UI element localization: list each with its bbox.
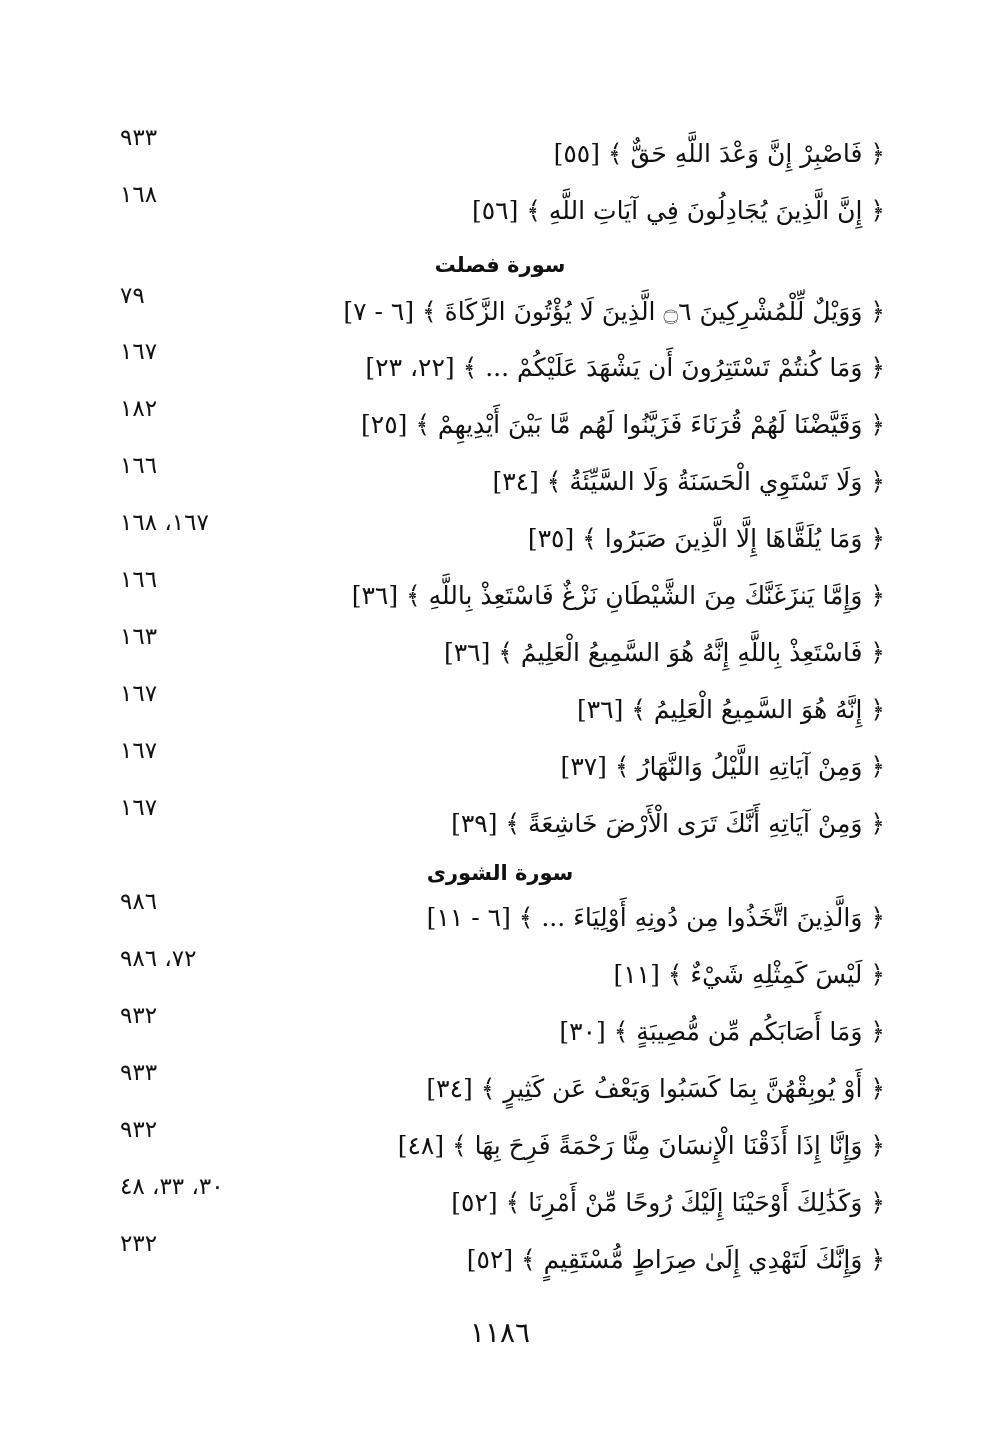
verse-text: ﴿ أَوْ يُوبِقْهُنَّ بِمَا كَسَبُوا وَيَعْفُ عَن كَثِيرٍ ﴾ [٣٤] bbox=[426, 1074, 885, 1103]
page-references: ١٨٢ bbox=[120, 396, 158, 422]
page-number: ١١٨٦ bbox=[469, 1316, 531, 1349]
page-references: ١٦٨ bbox=[120, 182, 158, 208]
surah-heading: سورة الشورى bbox=[426, 861, 574, 885]
page-references: ٩٣٣ bbox=[120, 1060, 158, 1086]
verse-text: ﴿ وَكَذَٰلِكَ أَوْحَيْنَا إِلَيْكَ رُوحًا مِّنْ أَمْرِنَا ﴾ [٥٢] bbox=[451, 1188, 885, 1217]
verse-text: ﴿ لَيْسَ كَمِثْلِهِ شَيْءٌ ﴾ [١١] bbox=[613, 960, 885, 989]
index-entry bbox=[100, 1060, 900, 1111]
page-references: ٢٣٢ bbox=[120, 1231, 158, 1257]
index-entry bbox=[100, 624, 900, 675]
page-references: ١٦٧، ١٦٨ bbox=[120, 510, 209, 536]
index-entry bbox=[100, 339, 900, 390]
page-references: ٩٣٢ bbox=[120, 1003, 158, 1029]
verse-text: ﴿ وَمَا يُلَقَّاهَا إِلَّا الَّذِينَ صَبَرُوا ﴾ [٣٥] bbox=[527, 524, 885, 553]
index-entry bbox=[100, 1231, 900, 1282]
page-references: ٩٨٦ bbox=[120, 889, 158, 915]
page-references: ٧٩ bbox=[120, 283, 145, 309]
index-entry bbox=[100, 738, 900, 789]
index-entry bbox=[100, 510, 900, 561]
index-entry bbox=[100, 125, 900, 176]
verse-text: ﴿ وَلَا تَسْتَوِي الْحَسَنَةُ وَلَا السَّيِّئَةُ ﴾ [٣٤] bbox=[492, 467, 885, 496]
page-references: ٣٠، ٣٣، ٤٨ bbox=[120, 1174, 224, 1200]
page-references: ١٦٦ bbox=[120, 567, 158, 593]
page-references: ١٦٧ bbox=[120, 738, 158, 764]
index-entry bbox=[100, 681, 900, 732]
index-entry bbox=[100, 283, 900, 334]
surah-heading: سورة فصلت bbox=[434, 253, 566, 277]
page-references: ٧٢، ٩٨٦ bbox=[120, 946, 197, 972]
verse-text: ﴿ وَمَا كُنتُمْ تَسْتَتِرُونَ أَن يَشْهَدَ عَلَيْكُمْ ... ﴾ [٢٢، ٢٣] bbox=[365, 353, 885, 382]
verse-text: ﴿ وَمَا أَصَابَكُم مِّن مُّصِيبَةٍ ﴾ [٣٠] bbox=[559, 1017, 885, 1046]
verse-text: ﴿ وَمِنْ آيَاتِهِ اللَّيْلُ وَالنَّهَارُ ﴾ [٣٧] bbox=[560, 752, 885, 781]
page-references: ١٦٧ bbox=[120, 681, 158, 707]
index-entry bbox=[100, 453, 900, 504]
verse-text: ﴿ وَإِنَّكَ لَتَهْدِي إِلَىٰ صِرَاطٍ مُّسْتَقِيمٍ ﴾ [٥٢] bbox=[466, 1245, 885, 1274]
verse-text: ﴿ وَقَيَّضْنَا لَهُمْ قُرَنَاءَ فَزَيَّنُوا لَهُم مَّا بَيْنَ أَيْدِيهِمْ ﴾ [٢٥] bbox=[361, 410, 885, 439]
verse-text: ﴿ وَوَيْلٌ لِّلْمُشْرِكِينَ ۝٦ الَّذِينَ لَا يُؤْتُونَ الزَّكَاةَ ﴾ [٦ - ٧] bbox=[343, 297, 885, 326]
index-entry bbox=[100, 1174, 900, 1225]
page-references: ١٦٦ bbox=[120, 453, 158, 479]
page-references: ٩٣٢ bbox=[120, 1117, 158, 1143]
index-entry bbox=[100, 1117, 900, 1168]
index-entry bbox=[100, 889, 900, 940]
index-entry bbox=[100, 182, 900, 233]
verse-text: ﴿ وَمِنْ آيَاتِهِ أَنَّكَ تَرَى الْأَرْضَ خَاشِعَةً ﴾ [٣٩] bbox=[451, 809, 885, 838]
verse-text: ﴿ فَاصْبِرْ إِنَّ وَعْدَ اللَّهِ حَقٌّ ﴾ [٥٥] bbox=[553, 139, 885, 168]
index-entry bbox=[100, 795, 900, 846]
page-references: ١٦٣ bbox=[120, 624, 158, 650]
verse-text: ﴿ وَالَّذِينَ اتَّخَذُوا مِن دُونِهِ أَوْلِيَاءَ ... ﴾ [٦ - ١١] bbox=[426, 903, 885, 932]
verse-text: ﴿ وَإِمَّا يَنزَغَنَّكَ مِنَ الشَّيْطَانِ نَزْغٌ فَاسْتَعِذْ بِاللَّهِ ﴾ [٣٦] bbox=[351, 581, 885, 610]
verse-text: ﴿ فَاسْتَعِذْ بِاللَّهِ إِنَّهُ هُوَ السَّمِيعُ الْعَلِيمُ ﴾ [٣٦] bbox=[443, 638, 885, 667]
page-references: ١٦٧ bbox=[120, 795, 158, 821]
verse-text: ﴿ وَإِنَّا إِذَا أَذَقْنَا الْإِنسَانَ مِنَّا رَحْمَةً فَرِحَ بِهَا ﴾ [٤٨] bbox=[397, 1131, 885, 1160]
index-entry bbox=[100, 567, 900, 618]
index-entry bbox=[100, 1003, 900, 1054]
page-references: ٩٣٣ bbox=[120, 125, 158, 151]
index-entry bbox=[100, 946, 900, 997]
page-references: ١٦٧ bbox=[120, 339, 158, 365]
verse-text: ﴿ إِنَّ الَّذِينَ يُجَادِلُونَ فِي آيَاتِ اللَّهِ ﴾ [٥٦] bbox=[471, 196, 885, 225]
index-entry bbox=[100, 396, 900, 447]
verse-text: ﴿ إِنَّهُ هُوَ السَّمِيعُ الْعَلِيمُ ﴾ [٣٦] bbox=[576, 695, 885, 724]
